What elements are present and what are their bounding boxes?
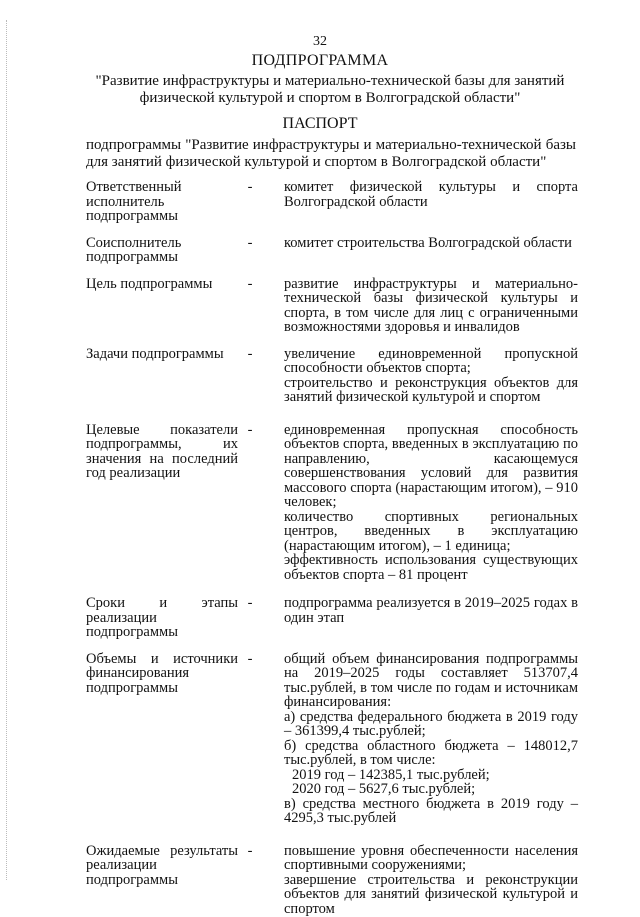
scan-margin-line [6,20,8,880]
row-value [262,236,578,251]
row-value [262,596,578,625]
row-label: Ожидаемые результаты реализации подпрограммы [86,842,238,888]
row-value [262,347,578,405]
value-line: строительство и реконструкция объектов для занятий физической культурой и спортом [284,374,578,405]
document-title: ПОДПРОГРАММА [251,52,389,69]
value-line: общий объем финансирования подпрограммы на 2019–2025 годы составляет 513707,4 тыс.рублей, в том числе по годам и источникам финансирования: [284,650,578,710]
row-value [262,844,578,917]
value-line: увеличение единовременной пропускной способности объектов спорта; [284,345,578,376]
value-line: завершение строительства и реконструкции объектов для занятий физической культурой и спортом [284,871,578,917]
row-value [262,652,578,826]
passport-row [86,844,578,917]
passport-row [86,180,578,224]
value-line: подпрограмма реализуется в 2019–2025 годах в один этап [284,595,578,626]
passport-row [86,652,578,826]
page-number: 32 [313,34,327,49]
value-line: в) средства местного бюджета в 2019 году – 4295,3 тыс.рублей [284,795,578,826]
passport-table [86,180,578,916]
value-line: 2020 год – 5627,6 тыс.рублей; [292,781,476,797]
passport-heading: ПАСПОРТ [282,115,358,132]
value-line: комитет строительства Волгоградской области [284,234,572,251]
row-value [262,277,578,335]
row-label: Ответственный исполнитель подпрограммы [86,179,182,224]
passport-row [86,236,578,265]
passport-row [86,277,578,335]
row-value [262,423,578,583]
row-dash: - [247,595,253,611]
value-line: комитет физической культуры и спорта Волгоградской области [284,179,578,210]
row-label: Целевые показатели подпрограммы, их значения на последний год реализации [86,421,238,481]
row-dash: - [247,275,253,292]
row-label: Объемы и источники финансирования подпрограммы [86,650,238,696]
row-value [262,180,578,209]
document-subtitle: "Развитие инфраструктуры и материально-технической базы для занятий физической культурой и спортом в Волгоградской области" [95,73,565,106]
row-dash: - [247,234,253,251]
row-dash: - [247,650,253,667]
value-line: развитие инфраструктуры и материально-технической базы физической культуры и спорта, в том числе для лиц с ограниченными возможностями здоровья и инвалидов [284,275,578,335]
value-line: 2019 год – 142385,1 тыс.рублей; [292,766,490,783]
passport-row [86,423,578,583]
value-line: количество спортивных региональных центров, введенных в эксплуатацию (нарастающим итогом), – 1 единица; [284,508,578,554]
value-line: а) средства федерального бюджета в 2019 году – 361399,4 тыс.рублей; [284,708,578,739]
row-label: Сроки и этапы реализации подпрограммы [86,595,238,640]
value-line: единовременная пропускная способность объектов спорта, введенных в эксплуатацию по направлению, касающемуся совершенствования условий для развития массового спорта (нарастающим итогом), – 910 человек; [284,421,578,510]
value-line: повышение уровня обеспеченности населения спортивными сооружениями; [284,842,578,873]
row-label: Цель подпрограммы [86,275,213,292]
row-label: Соисполнитель подпрограммы [86,234,182,265]
row-dash: - [247,345,253,362]
value-line: б) средства областного бюджета – 148012,7 тыс.рублей, в том числе: [284,737,578,768]
row-dash: - [247,421,253,438]
row-dash: - [247,179,253,195]
row-label: Задачи подпрограммы [86,345,224,362]
passport-row [86,596,578,640]
passport-caption: подпрограммы "Развитие инфраструктуры и материально-технической базы для занятий физической культурой и спортом в Волгоградской области" [86,137,576,170]
passport-row [86,347,578,405]
row-dash: - [247,842,253,859]
value-line: эффективность использования существующих объектов спорта – 81 процент [284,552,578,583]
